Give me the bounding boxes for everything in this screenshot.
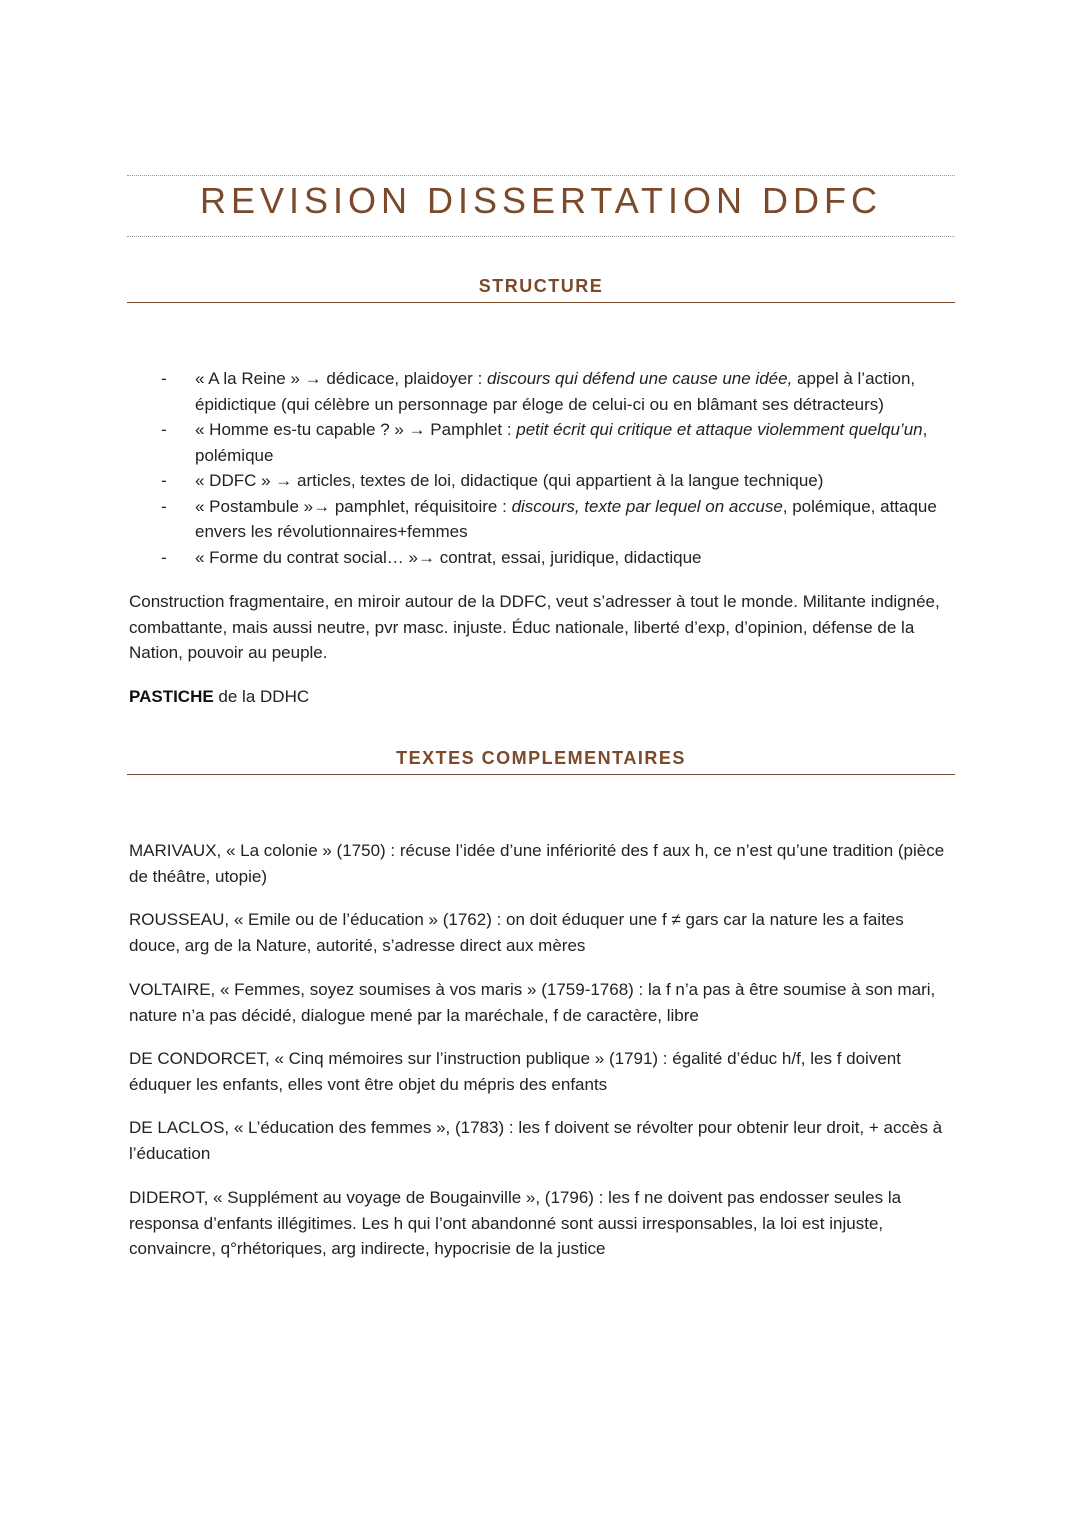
- title-top-rule: [127, 175, 955, 176]
- structure-list: [127, 366, 967, 570]
- bullet-text: , polémique, attaque envers les révolutionnaires+femmes: [195, 496, 937, 541]
- list-item: [127, 494, 967, 545]
- pastiche-line: [129, 684, 959, 710]
- list-item: [127, 468, 967, 494]
- structure-summary: Construction fragmentaire, en miroir autour de la DDFC, veut s’adresser à tout le monde. Militante indignée, combattante, mais aussi neutre, pvr masc. injuste. Éduc nationale, liberté d’exp, d’opinion, défense de la Nation, pouvoir au peuple.: [129, 592, 940, 662]
- text-entry-voltaire: VOLTAIRE, « Femmes, soyez soumises à vos maris » (1759-1768) : la f n’a pas à être soumise à son mari, nature n’a pas décidé, dialogue mené par la maréchale, f de caractère, libre: [129, 980, 936, 1025]
- list-item: [127, 545, 967, 571]
- bullet-text: « A la Reine » → dédicace, plaidoyer :: [195, 369, 488, 388]
- bullet-text: « Postambule »→ pamphlet, réquisitoire :: [195, 496, 512, 516]
- text-entry-rousseau: ROUSSEAU, « Emile ou de l’éducation » (1762) : on doit éduquer une f ≠ gars car la nature les a faites douce, arg de la Nature, autorité, s’adresse direct aux mères: [129, 910, 904, 955]
- dash-bullet: -: [161, 471, 167, 490]
- bullet-text: « Forme du contrat social… »→ contrat, essai, juridique, didactique: [195, 547, 702, 567]
- bullet-text: appel à l’action, épidictique (qui célèbre un personnage par éloge de celui-ci ou en blâmant ses détracteurs): [195, 369, 916, 414]
- italic-definition: discours, texte par lequel on accuse: [511, 496, 783, 516]
- text-entry-marivaux: MARIVAUX, « La colonie » (1750) : récuse l’idée d’une infériorité des f aux h, ce n’est qu’une tradition (pièce de théâtre, utopie): [129, 841, 945, 886]
- bullet-text: « Homme es-tu capable ? » → Pamphlet :: [195, 420, 517, 439]
- dash-bullet: -: [161, 547, 167, 567]
- dash-bullet: -: [161, 369, 167, 388]
- complementary-heading: TEXTES COMPLEMENTAIRES: [396, 748, 686, 768]
- text-entry-condorcet: DE CONDORCET, « Cinq mémoires sur l’instruction publique » (1791) : égalité d’éduc h/f, les f doivent éduquer les enfants, elles vont être objet du mépris des enfants: [129, 1049, 901, 1094]
- pastiche-keyword: PASTICHE: [129, 687, 214, 706]
- document-title: REVISION DISSERTATION DDFC: [199, 180, 883, 221]
- structure-heading-rule: [127, 302, 955, 303]
- structure-heading: STRUCTURE: [478, 276, 604, 296]
- text-entry-diderot: DIDEROT, « Supplément au voyage de Bougainville », (1796) : les f ne doivent pas endosser seules la responsa d’enfants illégitimes. Les h qui l’ont abandonné sont aussi irresponsables, la loi est injuste, convaincre, q°rhétoriques, arg indirecte, hypocrisie de la justice: [129, 1188, 902, 1258]
- dash-bullet: -: [161, 496, 167, 516]
- list-item: [127, 417, 967, 468]
- bullet-text: , polémique: [195, 420, 928, 465]
- pastiche-rest: de la DDHC: [213, 687, 310, 706]
- list-item: [127, 366, 967, 417]
- complementary-heading-rule: [127, 774, 955, 775]
- text-entry-laclos: DE LACLOS, « L’éducation des femmes », (1783) : les f doivent se révolter pour obtenir leur droit, + accès à l’éducation: [129, 1118, 943, 1163]
- dash-bullet: -: [161, 420, 167, 439]
- italic-definition: discours qui défend une cause une idée,: [487, 369, 793, 388]
- title-bottom-rule: [127, 236, 955, 237]
- bullet-text: « DDFC » → articles, textes de loi, didactique (qui appartient à la langue technique): [195, 471, 824, 490]
- italic-definition: petit écrit qui critique et attaque violemment quelqu’un: [516, 420, 923, 439]
